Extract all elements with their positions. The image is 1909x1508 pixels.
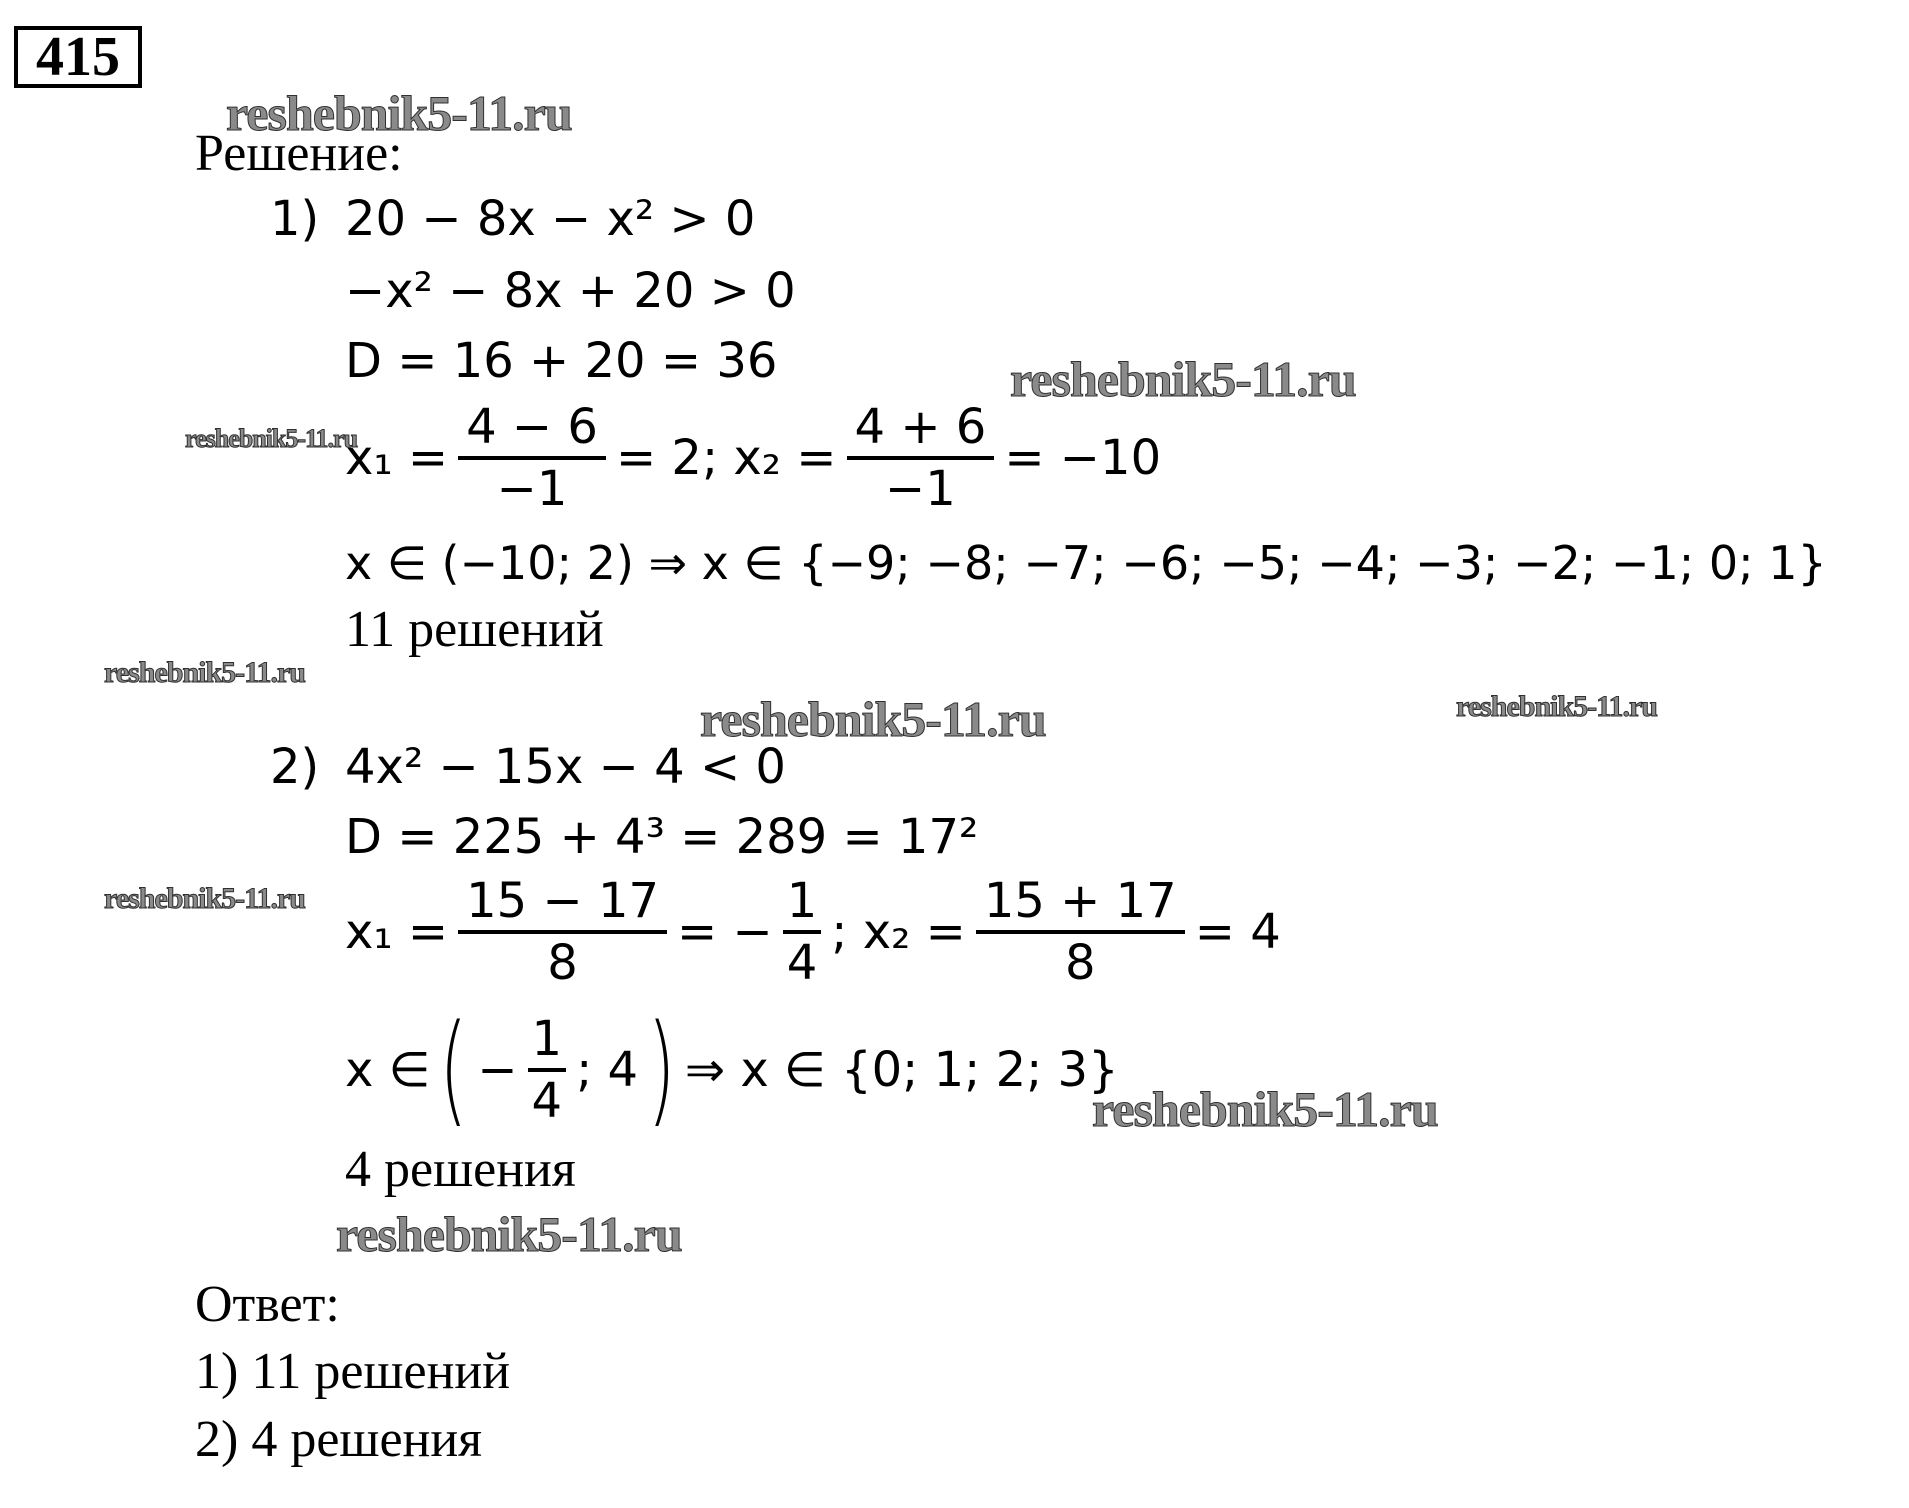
part1-x1-numerator: 4 − 6: [466, 399, 598, 455]
watermark: reshebnik5-11.ru: [1092, 1081, 1438, 1137]
watermark: reshebnik5-11.ru: [700, 691, 1046, 747]
part1-x2-numerator: 4 + 6: [854, 399, 987, 455]
part1-x1-denominator: −1: [496, 461, 568, 517]
part1-label: 1): [270, 191, 320, 247]
part2-x1-fraction: [458, 872, 667, 992]
right-paren-icon: ): [647, 1000, 676, 1139]
part1-discriminant: D = 16 + 20 = 36: [345, 333, 778, 389]
part2-roots: [345, 872, 1281, 992]
part2-x2-fraction: [976, 872, 1185, 992]
answer-label: Ответ:: [195, 1276, 340, 1333]
part2-interval-rhs: ⇒ x ∈ {0; 1; 2; 3}: [684, 1042, 1119, 1098]
part1-roots: [345, 398, 1161, 518]
part1-x1-rest: = 2; x₂ =: [615, 430, 837, 486]
part1-count: 11 решений: [345, 601, 604, 658]
answer-item-1: 1) 11 решений: [195, 1343, 511, 1400]
part2-x2-rest: = 4: [1194, 904, 1281, 960]
part1-x2-denominator: −1: [885, 461, 956, 517]
part2-x1-small-numerator: 1: [786, 873, 818, 929]
watermark: reshebnik5-11.ru: [1010, 351, 1356, 407]
part1-interval: x ∈ (−10; 2) ⇒ x ∈ {−9; −8; −7; −6; −5; −4; −3; −2; −1; 0; 1}: [345, 536, 1827, 590]
part2-interval-denominator: 4: [531, 1073, 563, 1129]
part1-x1-lhs: x₁ =: [345, 430, 449, 486]
part1-x1-fraction: [458, 398, 606, 518]
watermark: reshebnik5-11.ru: [336, 1206, 682, 1262]
part2-x1-mid: = −: [677, 904, 773, 960]
part2-discriminant: D = 225 + 4³ = 289 = 17²: [345, 809, 979, 865]
part2-interval: [345, 1000, 1119, 1139]
part2-interval-fraction: [528, 1010, 567, 1130]
watermark: reshebnik5-11.ru: [226, 85, 572, 141]
part1-rearranged: −x² − 8x + 20 > 0: [345, 263, 796, 319]
watermark: reshebnik5-11.ru: [104, 656, 305, 689]
part2-x1-numerator: 15 − 17: [466, 873, 660, 929]
part2-x1-small-denominator: 4: [786, 935, 818, 991]
part1-x2-rest: = −10: [1004, 430, 1162, 486]
part1-x2-fraction: [847, 398, 995, 518]
watermark: reshebnik5-11.ru: [104, 882, 305, 915]
part2-count: 4 решения: [345, 1141, 576, 1198]
part2-label: 2): [270, 739, 320, 795]
part2-x2-lhs: ; x₂ =: [831, 904, 966, 960]
left-paren-icon: (: [439, 1000, 468, 1139]
part2-x1-lhs: x₁ =: [345, 904, 449, 960]
answer-item-2: 2) 4 решения: [195, 1411, 483, 1468]
part2-interval-minus: −: [477, 1042, 518, 1098]
part1-inequality: 20 − 8x − x² > 0: [345, 191, 756, 247]
watermark: reshebnik5-11.ru: [185, 424, 358, 453]
part2-x2-numerator: 15 + 17: [983, 873, 1177, 929]
part2-x1-small-fraction: [783, 872, 822, 992]
part2-inequality: 4x² − 15x − 4 < 0: [345, 739, 786, 795]
watermark: reshebnik5-11.ru: [1456, 690, 1657, 723]
part2-interval-lhs: x ∈: [345, 1042, 431, 1098]
problem-number: 415: [14, 26, 142, 88]
solution-label: Решение:: [195, 125, 403, 182]
part2-interval-sep: ; 4: [576, 1042, 639, 1098]
part2-x1-denominator: 8: [547, 935, 578, 991]
part2-x2-denominator: 8: [1065, 935, 1096, 991]
part2-interval-numerator: 1: [531, 1011, 563, 1067]
